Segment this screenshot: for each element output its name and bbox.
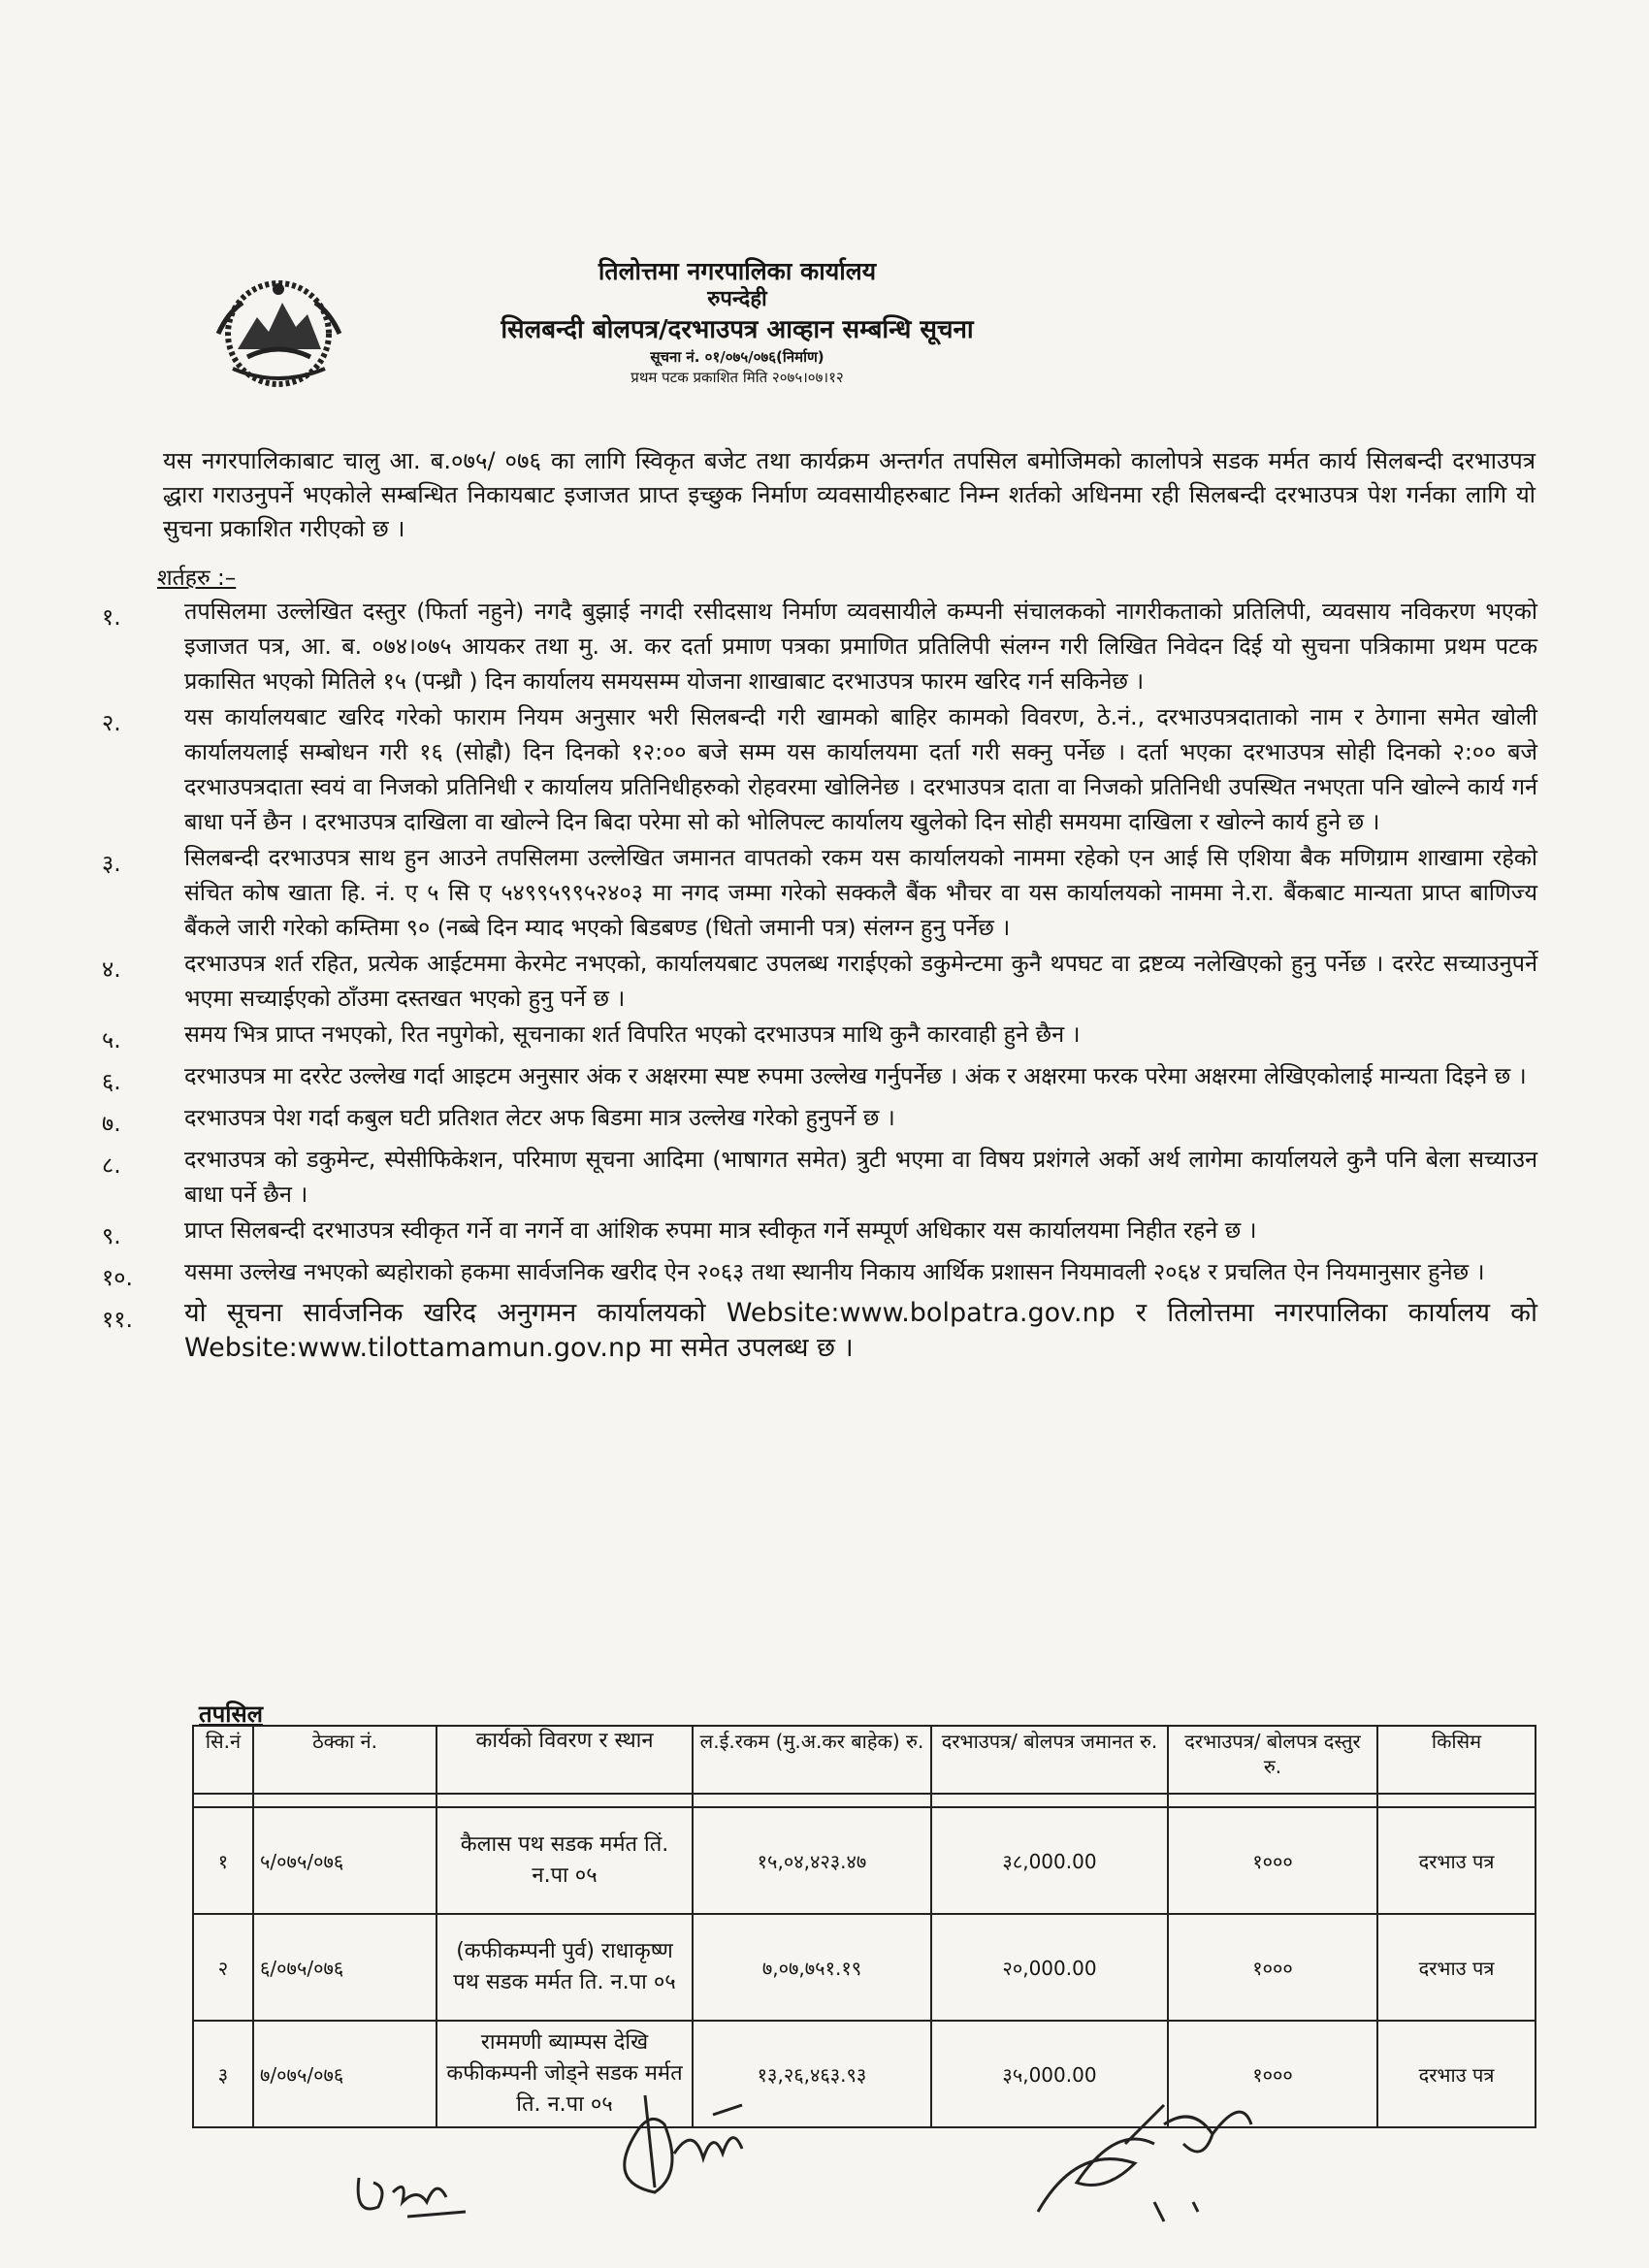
condition-text: तपसिलमा उल्लेखित दस्तुर (फिर्ता नहुने) नगदै बुझाई नगदी रसीदसाथ निर्माण व्यवसायीले कम्पनी संचालकको नागरीकताको प्रतिलिपी, व्यवसाय नविकरण भएको इजाजत पत्र, आ. ब. ०७४।०७५ आयकर तथा मु. अ. कर दर्ता प्रमाण पत्रका प्रमाणित प्रतिलिपी संलग्न गरी लिखित निवेदन दिई यो सुचना पत्रिकामा प्रथम पटक प्रकासित भएको मितिले १५ (पन्ध्रौ ) दिन कार्यालय समयसम्म योजना शाखाबाट दरभाउपत्र फारम खरिद गर्न सकिनेछ । [184,598,1537,695]
district-name: रुपन्देही [707,287,767,311]
table-row [193,2021,1536,2127]
cell-description: (कफीकम्पनी पुर्व) राधाकृष्ण पथ सडक मर्मत ति. न.पा ०५ [436,1914,693,2021]
cell-contract-no: ५/०७५/०७६ [253,1807,436,1914]
cell-fee: १००० [1168,1807,1377,1914]
condition-number: ३. [102,850,121,877]
header-amount: ल.ई.रकम (मु.अ.कर बाहेक) रु. [693,1726,931,1794]
condition-number: २. [102,709,121,736]
condition-number: ४. [102,956,121,983]
header-type: किसिम [1377,1726,1536,1794]
condition-number: ७. [102,1110,121,1137]
header-fee: दरभाउपत्र/ बोलपत्र दस्तुर रु. [1168,1726,1377,1794]
cell-contract-no: ६/०७५/०७६ [253,1914,436,2021]
header-bid-security: दरभाउपत्र/ बोलपत्र जमानत रु. [931,1726,1168,1794]
cell-amount: १३,२६,४६३.९३ [693,2021,931,2127]
cell-bid-security: ३८,000.00 [931,1807,1168,1914]
condition-text: दरभाउपत्र को डकुमेन्ट, स्पेसीफिकेशन, परिमाण सूचना आदिमा (भाषागत समेत) त्रुटी भएमा वा विषय प्रशंगले अर्को अर्थ लागेमा कार्यालयले कुनै पनि बेला सच्याउन बाधा पर्ने छैन । [184,1146,1537,1208]
cell-type: दरभाउ पत्र [1377,1914,1536,2021]
table-row [193,1914,1536,2021]
cell-amount: १५,०४,४२३.४७ [693,1807,931,1914]
signature-2 [597,2076,791,2202]
table-spacer-row [193,1794,1536,1807]
condition-text: यसमा उल्लेख नभएको ब्यहोराको हकमा सार्वजनिक खरीद ऐन २०६३ तथा स्थानीय निकाय आर्थिक प्रशासन नियमावली २०६४ र प्रचलित ऐन नियमानुसार हुनेछ । [184,1258,1485,1285]
condition-number: ६. [102,1068,121,1095]
publish-date: प्रथम पटक प्रकाशित मिति २०७५।०७।१२ [630,369,844,386]
condition-text: समय भित्र प्राप्त नभएको, रित नपुगेको, सूचनाका शर्त विपरित भएको दरभाउपत्र माथि कुनै कारवाही हुने छैन । [184,1021,1081,1048]
condition-item [102,1213,1537,1253]
header-sn: सि.नं [193,1726,253,1794]
cell-bid-security: ३५,000.00 [931,2021,1168,2127]
condition-item [102,1142,1537,1212]
cell-fee: १००० [1168,1914,1377,2021]
table-header-row [193,1726,1536,1794]
condition-text: यस कार्यालयबाट खरिद गरेको फाराम नियम अनुसार भरी सिलबन्दी गरी खामको बाहिर कामको विवरण, ठे.नं., दरभाउपत्रदाताको नाम र ठेगाना समेत खोली कार्यालयलाई सम्बोधन गरी १६ (सोह्रौ) दिन दिनको १२:०० बजे सम्म यस कार्यालयमा दर्ता गरी सक्नु पर्नेछ । दर्ता भएका दरभाउपत्र सोही दिनको २:०० बजे दरभाउपत्रदाता स्वयं वा निजको प्रतिनिधी र कार्यालय प्रतिनिधीहरुको रोहवरमा खोलिनेछ । दरभाउपत्र दाता वा निजको प्रतिनिधी उपस्थित नभएता पनि खोल्ने कार्य गर्न बाधा पर्ने छैन । दरभाउपत्र दाखिला वा खोल्ने दिन बिदा परेमा सो को भोलिपल्ट कार्यालय खुलेको दिन सोही समयमा दाखिला र खोल्ने कार्य हुने छ । [184,703,1537,835]
condition-item [102,594,1537,698]
cell-contract-no: ७/०७५/०७६ [253,2021,436,2127]
cell-description: राममणी ब्याम्पस देखि कफीकम्पनी जोड्ने सडक मर्मत ति. न.पा ०५ [436,2021,693,2127]
cell-sn: २ [193,1914,253,2021]
condition-number: ५. [102,1026,121,1053]
header-description: कार्यको विवरण र स्थान [436,1726,693,1794]
condition-item [102,1254,1537,1295]
cell-sn: ३ [193,2021,253,2127]
schedule-caption: तपसिल [199,1701,264,1728]
cell-type: दरभाउ पत्र [1377,1807,1536,1914]
condition-number: १. [102,603,121,631]
condition-number: ८. [102,1151,121,1179]
table-row [193,1807,1536,1914]
signature-3 [1018,2086,1280,2231]
condition-item [102,1058,1537,1099]
notice-number: सूचना नं. ०१/०७५/०७६(निर्माण) [650,348,824,366]
schedule-table [192,1725,1536,2128]
cell-type: दरभाउ पत्र [1377,2021,1536,2127]
condition-item [102,1017,1537,1057]
condition-number: ९. [102,1222,121,1249]
condition-text: प्राप्त सिलबन्दी दरभाउपत्र स्वीकृत गर्ने वा नगर्ने वा आंशिक रुपमा मात्र स्वीकृत गर्ने सम्पूर्ण अधिकार यस कार्यालयमा निहीत रहने छ । [184,1216,1257,1244]
cell-fee: १००० [1168,2021,1377,2127]
condition-item [102,699,1537,839]
signature-1 [349,2149,485,2236]
office-name: तिलोत्तमा नगरपालिका कार्यालय [598,257,877,285]
condition-item [102,1100,1537,1141]
conditions-list [102,594,1537,1367]
condition-text: दरभाउपत्र मा दररेट उल्लेख गर्दा आइटम अनुसार अंक र अक्षरमा स्पष्ट रुपमा उल्लेख गर्नुपर्नेछ । अंक र अक्षरमा फरक परेमा अक्षरमा लेखिएकोलाई मान्यता दिइने छ । [184,1062,1527,1089]
cell-amount: ७,०७,७५१.१९ [693,1914,931,2021]
condition-text: सिलबन्दी दरभाउपत्र साथ हुन आउने तपसिलमा उल्लेखित जमानत वापतको रकम यस कार्यालयको नाममा रहेको एन आई सि एशिया बैक मणिग्राम शाखामा रहेको संचित कोष खाता हि. नं. ए ५ सि ए ५४९९५९९५२४०३ मा नगद जम्मा गरेको सक्कलै बैंक भौचर वा यस कार्यालयको नाममा ने.रा. बैंकबाट मान्यता प्राप्त बाणिज्य बैंकले जारी गरेको कम्तिमा ९० (नब्बे दिन म्याद भएको बिडबण्ड (धितो जमानी पत्र) संलग्न हुनु पर्नेछ । [184,844,1537,941]
condition-text: यो सूचना सार्वजनिक खरिद अनुगमन कार्यालयको Website:www.bolpatra.gov.np र तिलोत्तमा नगरपालिका कार्यालय को Website:www.tilottamamun.gov.np मा समेत उपलब्ध छ । [184,1298,1537,1363]
intro-paragraph: यस नगरपालिकाबाट चालु आ. ब.०७५/ ०७६ का लागि स्विकृत बजेट तथा कार्यक्रम अन्तर्गत तपसिल बमोजिमको कालोपत्रे सडक मर्मत कार्य सिलबन्दी दरभाउपत्र द्धारा गराउनुपर्ने भएकोले सम्बन्धित निकायबाट इजाजत प्राप्त इच्छुक निर्माण व्यवसायीहरुबाट निम्न शर्तको अधिनमा रही सिलबन्दी दरभाउपत्र पेश गर्नका लागि यो सुचना प्रकाशित गरीएको छ । [163,447,1536,542]
header-contract-no: ठेक्का नं. [253,1726,436,1794]
cell-sn: १ [193,1807,253,1914]
nepal-government-emblem [199,274,359,390]
condition-item [102,1296,1537,1366]
condition-text: दरभाउपत्र पेश गर्दा कबुल घटी प्रतिशत लेटर अफ बिडमा मात्र उल्लेख गरेको हुनुपर्ने छ । [184,1104,895,1131]
notice-title: सिलबन्दी बोलपत्र/दरभाउपत्र आव्हान सम्बन्धि सूचना [501,315,974,344]
cell-description: कैलास पथ सडक मर्मत तिं. न.पा ०५ [436,1807,693,1914]
condition-number: ११. [102,1306,133,1333]
condition-number: १०. [102,1264,133,1291]
conditions-heading: शर्तहरु :– [157,566,237,591]
condition-item [102,840,1537,945]
cell-bid-security: २०,000.00 [931,1914,1168,2021]
notice-header [446,257,1028,387]
condition-item [102,946,1537,1016]
condition-text: दरभाउपत्र शर्त रहित, प्रत्येक आईटममा केरमेट नभएको, कार्यालयबाट उपलब्ध गराईएको डकुमेन्टमा कुनै थपघट वा द्रष्टव्य नलेखिएको हुनु पर्नेछ । दररेट सच्याउनुपर्ने भएमा सच्याईएको ठाँउमा दस्तखत भएको हुनु पर्ने छ । [184,950,1537,1012]
